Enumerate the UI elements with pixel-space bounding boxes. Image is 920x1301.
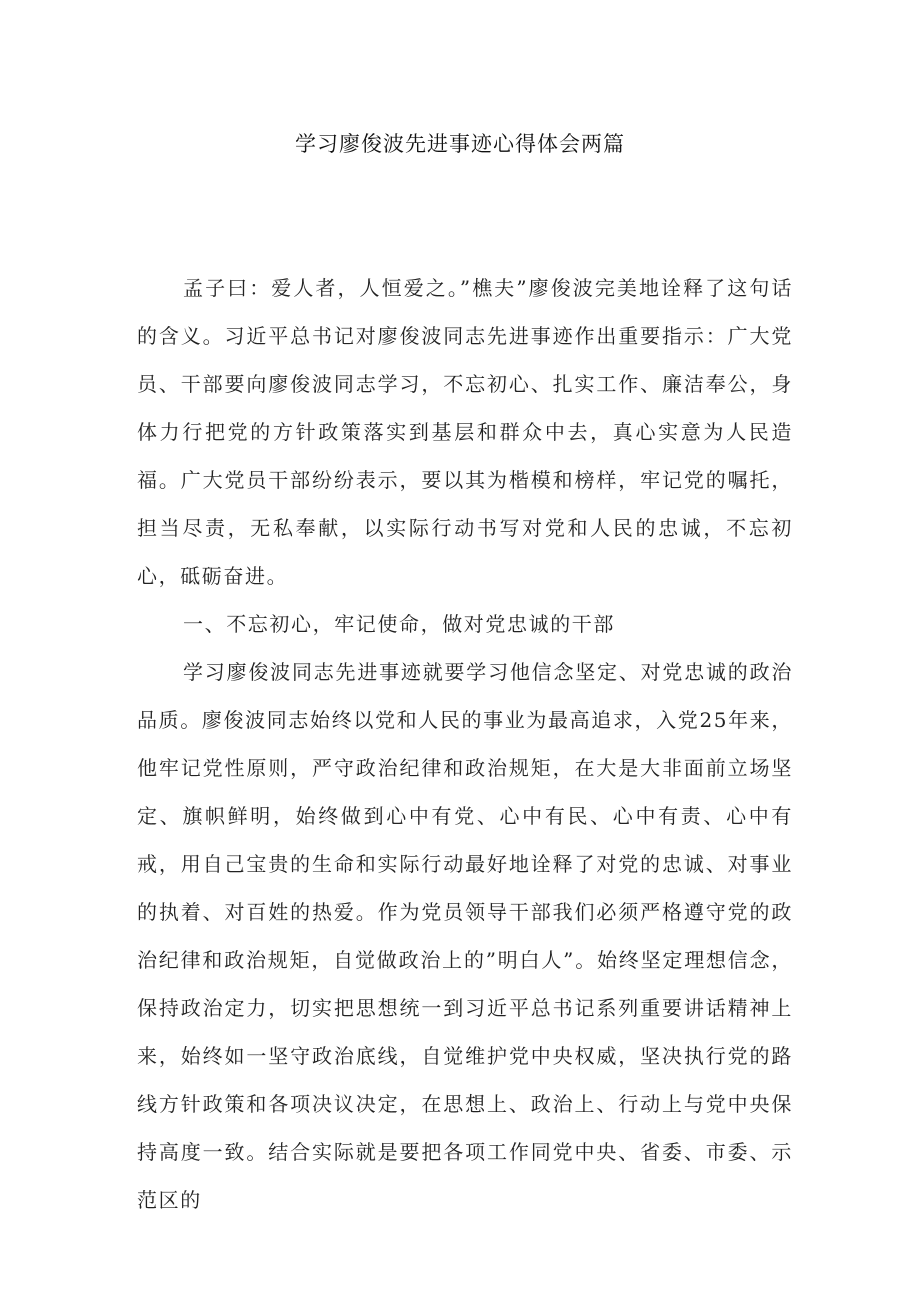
- paragraph-section-one: 学习廖俊波同志先进事迹就要学习他信念坚定、对党忠诚的政治品质。廖俊波同志始终以党和人民的事业为最高追求，入党25年来，他牢记党性原则，严守政治纪律和政治规矩，在大是大非面前立场坚定、旗帜鲜明，始终做到心中有党、心中有民、心中有责、心中有戒，用自己宝贵的生命和实际行动最好地诠释了对党的忠诚、对事业的执着、对百姓的热爱。作为党员领导干部我们必须严格遵守党的政治纪律和政治规矩，自觉做政治上的”明白人”。始终坚定理想信念，保持政治定力，切实把思想统一到习近平总书记系列重要讲话精神上来，始终如一坚守政治底线，自觉维护党中央权威，坚决执行党的路线方针政策和各项决议决定，在思想上、政治上、行动上与党中央保持高度一致。结合实际就是要把各项工作同党中央、省委、市委、示范区的: [137, 660, 793, 1212]
- section-heading: 一、不忘初心，牢记使命，做对党忠诚的干部: [183, 612, 615, 636]
- paragraph-intro: 孟子曰：爱人者，人恒爱之。”樵夫”廖俊波完美地诠释了这句话的含义。习近平总书记对廖俊波同志先进事迹作出重要指示：广大党员、干部要向廖俊波同志学习，不忘初心、扎实工作、廉洁奉公，身体力行把党的方针政策落实到基层和群众中去，真心实意为人民造福。广大党员干部纷纷表示，要以其为楷模和榜样，牢记党的嘱托，担当尽责，无私奉献，以实际行动书写对党和人民的忠诚，不忘初心，砥砺奋进。: [137, 276, 793, 588]
- document-body: [137, 264, 793, 1224]
- document-title: 学习廖俊波先进事迹心得体会两篇: [295, 132, 625, 156]
